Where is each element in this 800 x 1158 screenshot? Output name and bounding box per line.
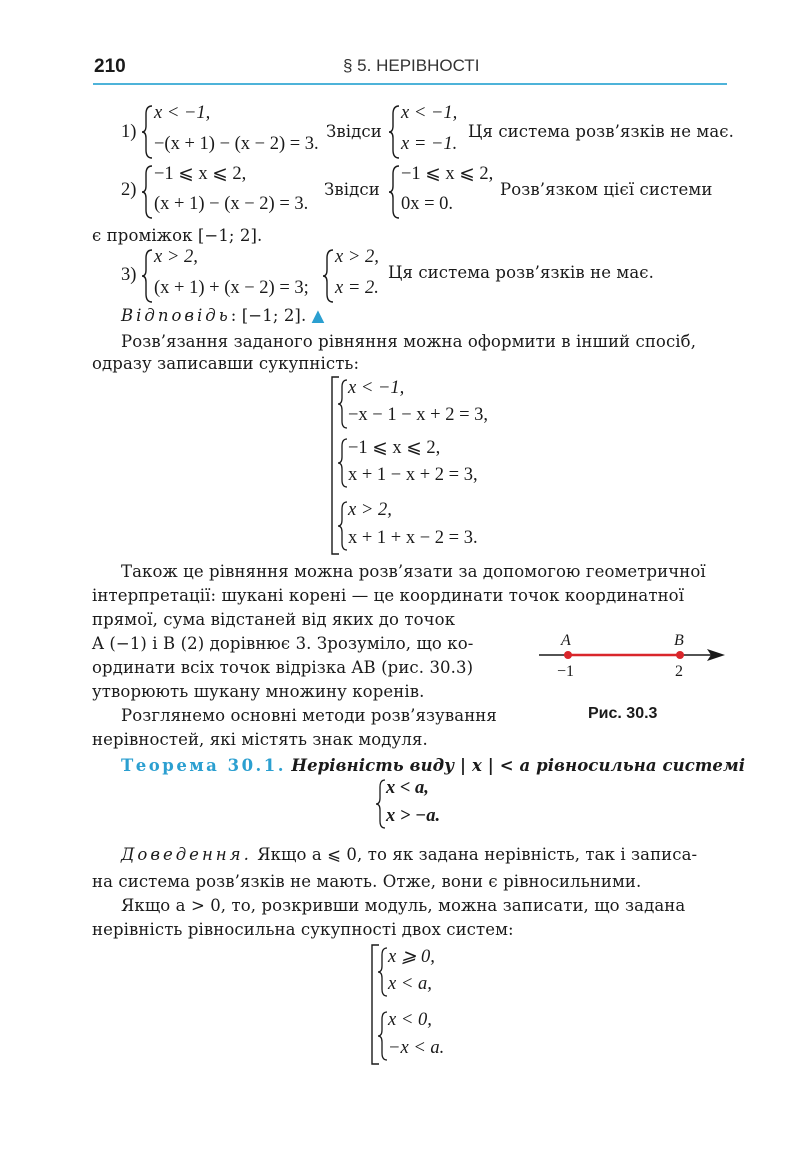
theorem-system-line2: x > −a. [386, 806, 441, 826]
case2-conclusion: Розв’язком цієї системи [500, 180, 713, 199]
collection1-line4: x + 1 − x + 2 = 3, [348, 465, 478, 485]
case1-brace-left [142, 104, 154, 160]
para2-line1: Також це рівняння можна розв’язати за допомогою геометричної [121, 562, 706, 581]
number-line-figure [535, 628, 735, 684]
case1-brace-right [389, 104, 401, 160]
end-of-solution-icon: ▲ [311, 306, 325, 325]
case3-brace-right [323, 248, 335, 304]
case1-sys1-line1: x < −1, [154, 103, 211, 123]
case3-sys1-line1: x > 2, [154, 247, 198, 267]
case2-label: 2) [121, 180, 137, 200]
case3-sys1-line2: (x + 1) + (x − 2) = 3; [154, 278, 309, 298]
theorem-label: Теорема 30.1. [121, 756, 287, 775]
case3-sys2-line2: x = 2. [335, 278, 379, 298]
collection2-brace2 [378, 1010, 388, 1062]
case2-continuation: є проміжок [−1; 2]. [92, 226, 263, 245]
answer-label: Відповідь [121, 306, 231, 325]
tick-b-label: 2 [675, 663, 683, 680]
case1-label: 1) [121, 122, 137, 142]
answer-line [121, 306, 324, 325]
theorem-line [121, 756, 745, 775]
proof-line2: на система розв’язків не мають. Отже, вони є рівносильними. [92, 872, 642, 891]
collection1-brace3 [338, 500, 348, 552]
header-rule [93, 83, 727, 85]
case3-conclusion: Ця система розв’язків не має. [388, 263, 654, 282]
case3-label: 3) [121, 265, 137, 285]
proof-line3: Якщо a > 0, то, розкривши модуль, можна записати, що задана [121, 896, 686, 915]
para3-line2: нерівностей, які містять знак модуля. [92, 730, 428, 749]
point-a-dot [564, 651, 572, 659]
para2-line4: A (−1) і B (2) дорівнює 3. Зрозуміло, що ко- [92, 634, 474, 653]
page-number: 210 [94, 56, 126, 77]
case3-brace-left [142, 248, 154, 304]
case1-conclusion: Ця система розв’язків не має. [468, 122, 734, 141]
answer-value: : [−1; 2]. [230, 306, 307, 325]
case2-sys1-line2: (x + 1) − (x − 2) = 3. [154, 194, 309, 214]
proof-line1-text: Якщо a ⩽ 0, то як задана нерівність, так і записа- [257, 845, 698, 864]
theorem-system-line1: x < a, [386, 778, 429, 798]
case2-sys2-line2: 0x = 0. [401, 194, 454, 214]
point-a-label: A [561, 632, 571, 649]
proof-line4: нерівність рівносильна сукупності двох систем: [92, 920, 514, 939]
collection2-line3: x < 0, [388, 1010, 432, 1030]
collection2-brace1 [378, 946, 388, 998]
collection2-line2: x < a, [388, 974, 432, 994]
para1-line2: одразу записавши сукупність: [92, 354, 360, 373]
case2-brace-right [389, 164, 401, 220]
collection1-line1: x < −1, [348, 378, 405, 398]
para2-line5: ординати всіх точок відрізка AB (рис. 30.3) [92, 658, 474, 677]
collection1-brace2 [338, 437, 348, 489]
collection1-line3: −1 ⩽ x ⩽ 2, [348, 438, 441, 458]
case1-then: Звідси [326, 122, 382, 141]
case1-sys1-line2: −(x + 1) − (x − 2) = 3. [154, 134, 319, 154]
collection1-line6: x + 1 + x − 2 = 3. [348, 528, 478, 548]
point-b-label: B [674, 632, 684, 649]
point-b-dot [676, 651, 684, 659]
theorem-brace [376, 778, 386, 830]
tick-a-label: −1 [557, 663, 575, 680]
case1-sys2-line1: x < −1, [401, 103, 458, 123]
section-title: § 5. НЕРІВНОСТІ [343, 56, 480, 75]
case2-sys2-line1: −1 ⩽ x ⩽ 2, [401, 164, 494, 184]
case2-then: Звідси [324, 180, 380, 199]
para2-line6: утворюють шукану множину коренів. [92, 682, 425, 701]
collection1-brace1 [338, 378, 348, 430]
para2-line2: інтерпретації: шукані корені — це координати точок координатної [92, 586, 685, 605]
proof-label: Доведення. [121, 845, 252, 864]
theorem-statement: Нерівність виду | x | < a рівносильна системі [291, 756, 746, 775]
collection2-line4: −x < a. [388, 1038, 445, 1058]
case1-sys2-line2: x = −1. [401, 134, 458, 154]
proof-line1 [121, 845, 697, 864]
case2-sys1-line1: −1 ⩽ x ⩽ 2, [154, 164, 247, 184]
para1-line1: Розв’язання заданого рівняння можна оформити в інший спосіб, [121, 332, 697, 351]
para2-line3: прямої, сума відстаней від яких до точок [92, 610, 456, 629]
case3-sys2-line1: x > 2, [335, 247, 379, 267]
collection1-line2: −x − 1 − x + 2 = 3, [348, 405, 489, 425]
figure-caption: Рис. 30.3 [588, 705, 658, 722]
para3-line1: Розглянемо основні методи розв’язування [121, 706, 497, 725]
collection2-line1: x ⩾ 0, [388, 947, 435, 967]
collection1-line5: x > 2, [348, 500, 392, 520]
case2-brace-left [142, 164, 154, 220]
